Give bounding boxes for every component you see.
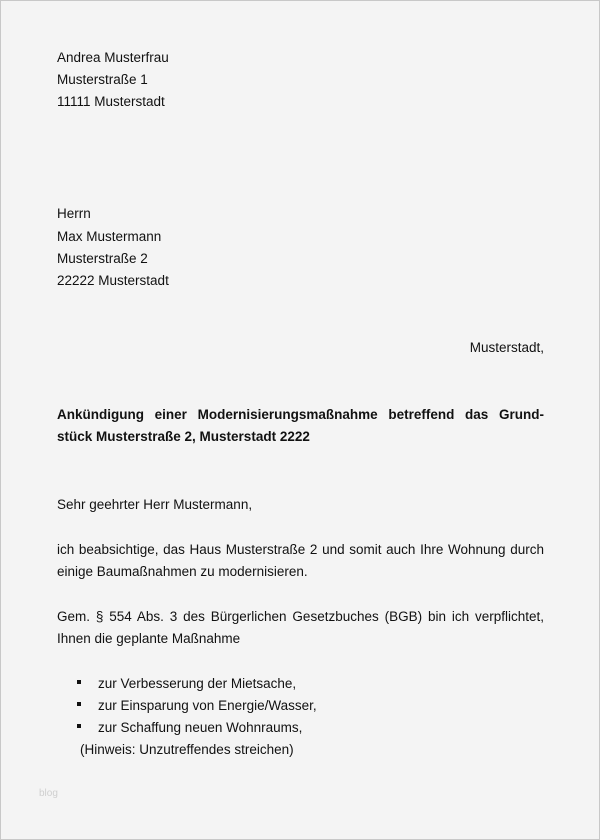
- recipient-city: 22222 Musterstadt: [57, 273, 169, 288]
- paragraph1-line-1: ich beabsichtige, das Haus Musterstraße 2 und somit auch Ihre Wohnung durch: [57, 542, 544, 557]
- recipient-salutation: Herrn: [57, 206, 91, 221]
- list-item: [77, 675, 296, 693]
- list-item-text: zur Einsparung von Energie/Wasser,: [98, 698, 317, 713]
- list-item-text: zur Verbesserung der Mietsache,: [98, 676, 297, 691]
- sender-name: Andrea Musterfrau: [57, 50, 169, 65]
- paragraph2-line-1: Gem. § 554 Abs. 3 des Bürgerlichen Gesetzbuches (BGB) bin ich verpflichtet,: [57, 609, 544, 624]
- paragraph1-line-2: einige Baumaßnahmen zu modernisieren.: [57, 564, 308, 579]
- list-item: [77, 719, 302, 737]
- bullet-icon: [77, 680, 81, 684]
- bullet-icon: [77, 702, 81, 706]
- greeting: Sehr geehrter Herr Mustermann,: [57, 497, 253, 512]
- recipient-name: Max Mustermann: [57, 229, 162, 244]
- subject-line-1: Ankündigung einer Modernisierungsmaßnahme betreffend das Grund-: [57, 407, 544, 422]
- sender-city: 11111 Musterstadt: [57, 94, 165, 109]
- subject-line-2: stück Musterstraße 2, Musterstadt 2222: [57, 429, 310, 444]
- list-item-text: zur Schaffung neuen Wohnraums,: [98, 720, 303, 735]
- watermark: blog: [39, 788, 58, 799]
- sender-street: Musterstraße 1: [57, 72, 148, 87]
- paragraph2-line-2: Ihnen die geplante Maßnahme: [57, 631, 241, 646]
- recipient-street: Musterstraße 2: [57, 251, 148, 266]
- list-item: [77, 697, 317, 715]
- bullet-icon: [77, 724, 81, 728]
- note: (Hinweis: Unzutreffendes streichen): [80, 742, 294, 757]
- place-date: Musterstadt,: [469, 340, 544, 355]
